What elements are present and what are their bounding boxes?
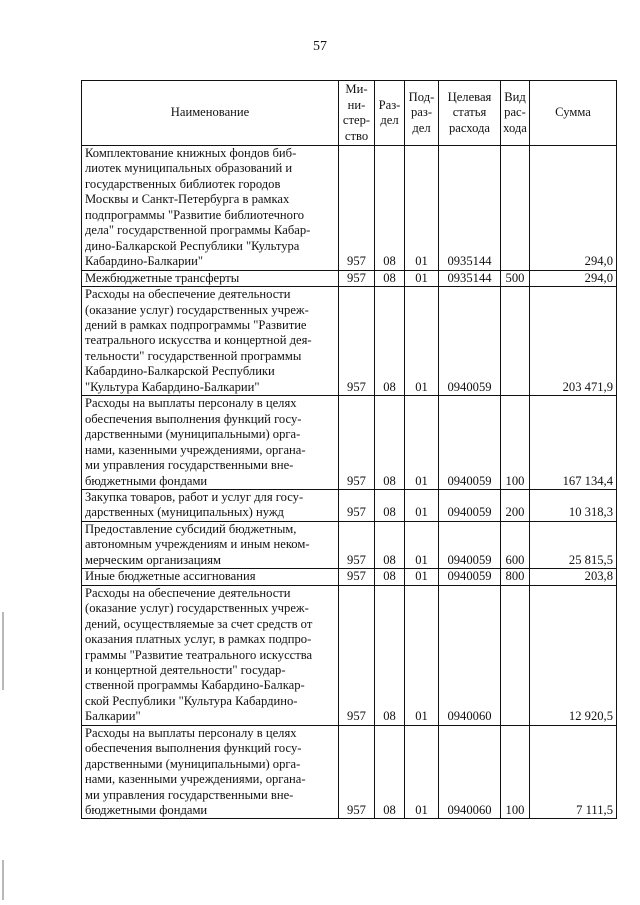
cell-podrazdel: 01	[405, 396, 439, 490]
cell-statya: 0935144	[439, 146, 501, 271]
table-row	[82, 270, 617, 286]
header-summa	[530, 81, 617, 146]
cell-statya: 0940059	[439, 569, 501, 585]
cell-podrazdel: 01	[405, 585, 439, 725]
cell-podrazdel: 01	[405, 521, 439, 568]
cell-summa: 167 134,4	[530, 396, 617, 490]
header-ministry-text: Ми- ни- стер- ство	[342, 82, 371, 143]
cell-vid: 100	[501, 396, 530, 490]
cell-podrazdel: 01	[405, 725, 439, 819]
header-name-text: Наименование	[170, 105, 250, 120]
cell-statya: 0940060	[439, 725, 501, 819]
cell-razdel: 08	[375, 725, 405, 819]
budget-table	[81, 80, 617, 819]
cell-statya: 0935144	[439, 270, 501, 286]
table-row	[82, 489, 617, 521]
cell-podrazdel: 01	[405, 146, 439, 271]
cell-ministry: 957	[339, 146, 375, 271]
cell-podrazdel: 01	[405, 489, 439, 521]
table-row	[82, 569, 617, 585]
table-body	[82, 146, 617, 819]
table-row	[82, 287, 617, 396]
cell-vid	[501, 287, 530, 396]
cell-name: Расходы на обеспечение деятельности (оказание услуг) государственных учреж- дений, осуществляемые за счет средств от оказания платных услуг, в рамках подпро- граммы "Развитие театрального искусства и концертной деятельности" государ- ственной программы Кабардино-Балкар- ской Республики "Культура Кабардино- Балкарии"	[82, 585, 339, 725]
margin-scan-mark	[2, 612, 4, 690]
cell-statya: 0940059	[439, 521, 501, 568]
cell-ministry: 957	[339, 270, 375, 286]
cell-statya: 0940059	[439, 396, 501, 490]
header-podrazdel-text: Под- раз- дел	[408, 89, 435, 135]
header-razdel-text: Раз- дел	[378, 97, 401, 127]
header-statya-text: Целевая статья расхода	[447, 89, 492, 135]
cell-name: Расходы на выплаты персоналу в целях обеспечения выполнения функций госу- дарственными (муниципальными) орга- нами, казенными учреждениями, органа- ми управления государственными вне- бюджетными фондами	[82, 725, 339, 819]
cell-vid: 500	[501, 270, 530, 286]
cell-vid: 600	[501, 521, 530, 568]
cell-ministry: 957	[339, 569, 375, 585]
cell-razdel: 08	[375, 270, 405, 286]
table-row	[82, 725, 617, 819]
cell-summa: 25 815,5	[530, 521, 617, 568]
cell-ministry: 957	[339, 521, 375, 568]
cell-razdel: 08	[375, 396, 405, 490]
page-number: 57	[313, 39, 327, 54]
cell-summa: 10 318,3	[530, 489, 617, 521]
header-razdel	[375, 81, 405, 146]
cell-ministry: 957	[339, 489, 375, 521]
table-header-row	[82, 81, 617, 146]
cell-summa: 12 920,5	[530, 585, 617, 725]
header-summa-text: Сумма	[555, 105, 591, 120]
header-podrazdel	[405, 81, 439, 146]
cell-name: Расходы на обеспечение деятельности (оказание услуг) государственных учреж- дений в рамках подпрограммы "Развитие театрального искусства и концертной дея- тельности" государственной программы Кабардино-Балкарской Республики "Культура Кабардино-Балкарии"	[82, 287, 339, 396]
table-row	[82, 396, 617, 490]
cell-razdel: 08	[375, 569, 405, 585]
cell-summa: 7 111,5	[530, 725, 617, 819]
table-row	[82, 146, 617, 271]
header-vid-text: Вид рас- хода	[503, 89, 527, 135]
header-statya	[439, 81, 501, 146]
header-vid	[501, 81, 530, 146]
cell-summa: 203,8	[530, 569, 617, 585]
cell-razdel: 08	[375, 489, 405, 521]
cell-statya: 0940059	[439, 287, 501, 396]
cell-statya: 0940059	[439, 489, 501, 521]
cell-statya: 0940060	[439, 585, 501, 725]
cell-ministry: 957	[339, 396, 375, 490]
cell-podrazdel: 01	[405, 287, 439, 396]
cell-vid: 800	[501, 569, 530, 585]
cell-name: Комплектование книжных фондов биб- лиотек муниципальных образований и государственных библиотек городов Москвы и Санкт-Петербурга в рамках подпрограммы "Развитие библиотечного дела" государственной программы Кабар- дино-Балкарской Республики "Культура Кабардино-Балкарии"	[82, 146, 339, 271]
cell-ministry: 957	[339, 725, 375, 819]
cell-name: Предоставление субсидий бюджетным, автономным учреждениям и иным неком- мерческим организациям	[82, 521, 339, 568]
table-row	[82, 585, 617, 725]
cell-summa: 294,0	[530, 270, 617, 286]
cell-podrazdel: 01	[405, 270, 439, 286]
cell-name: Закупка товаров, работ и услуг для госу- дарственных (муниципальных) нужд	[82, 489, 339, 521]
cell-name: Иные бюджетные ассигнования	[82, 569, 339, 585]
header-name	[82, 81, 339, 146]
cell-name: Расходы на выплаты персоналу в целях обеспечения выполнения функций госу- дарственными (муниципальными) орга- нами, казенными учреждениями, органа- ми управления государственными вне- бюджетными фондами	[82, 396, 339, 490]
cell-razdel: 08	[375, 521, 405, 568]
cell-ministry: 957	[339, 287, 375, 396]
cell-podrazdel: 01	[405, 569, 439, 585]
header-ministry	[339, 81, 375, 146]
cell-vid: 200	[501, 489, 530, 521]
cell-razdel: 08	[375, 287, 405, 396]
cell-vid	[501, 585, 530, 725]
table-row	[82, 521, 617, 568]
cell-razdel: 08	[375, 585, 405, 725]
cell-summa: 203 471,9	[530, 287, 617, 396]
cell-summa: 294,0	[530, 146, 617, 271]
cell-vid	[501, 146, 530, 271]
cell-razdel: 08	[375, 146, 405, 271]
cell-ministry: 957	[339, 585, 375, 725]
cell-vid: 100	[501, 725, 530, 819]
margin-scan-mark	[2, 860, 4, 900]
cell-name: Межбюджетные трансферты	[82, 270, 339, 286]
